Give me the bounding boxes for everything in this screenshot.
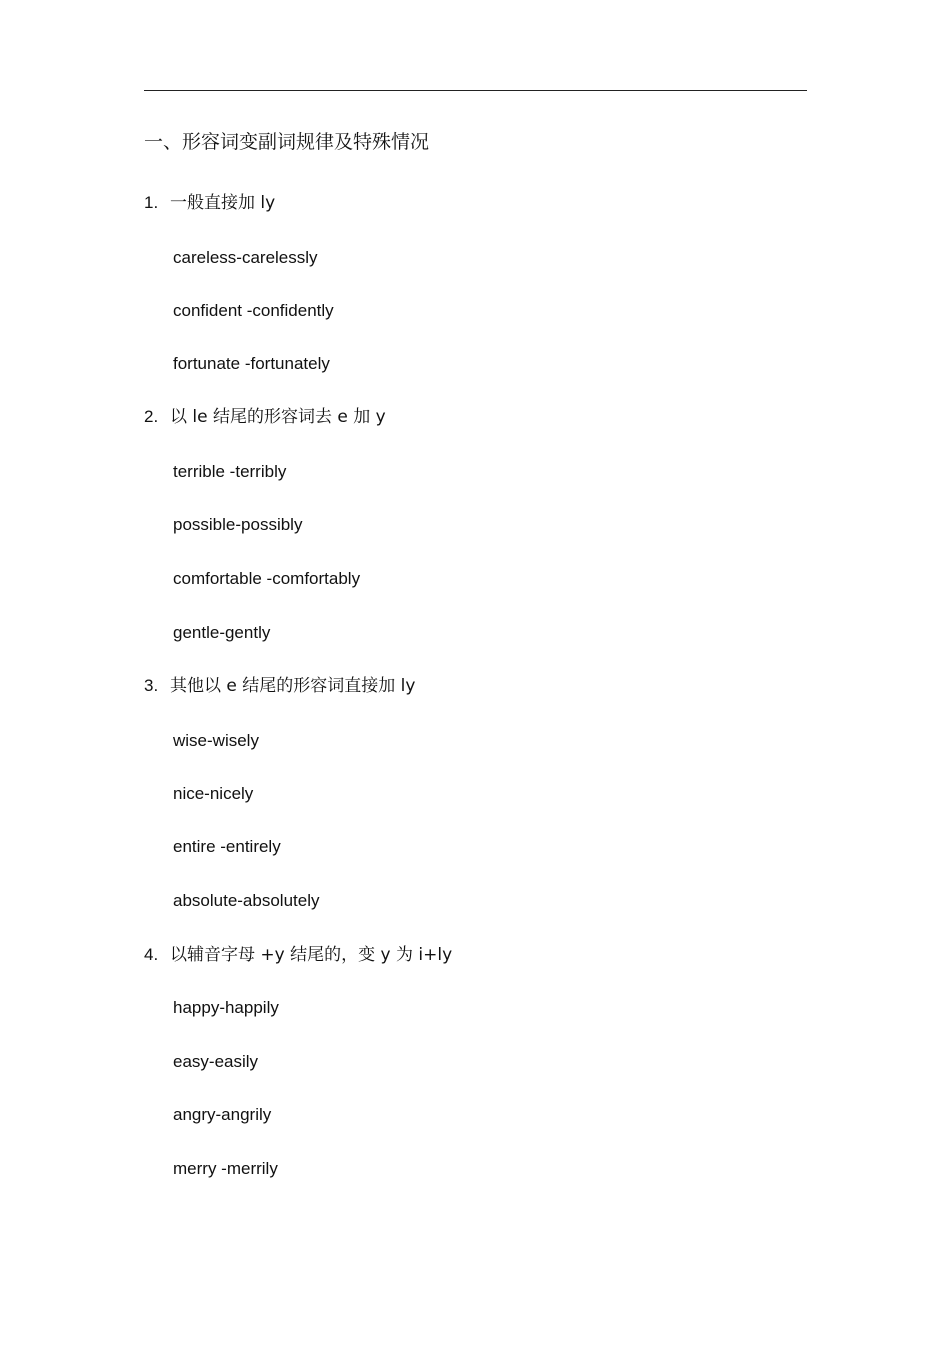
example-item: entire -entirely — [173, 837, 281, 856]
rule-text: 以 le 结尾的形容词去 e 加 y — [170, 407, 386, 427]
rule-heading-3 — [144, 674, 415, 698]
rule-text: 其他以 e 结尾的形容词直接加 ly — [170, 676, 416, 696]
rule-number: 2. — [144, 407, 159, 426]
rule-text: 一般直接加 ly — [170, 193, 276, 213]
rule-heading-1 — [144, 191, 275, 215]
rule-number: 4. — [144, 945, 159, 964]
example-item: happy-happily — [173, 998, 279, 1017]
example-item: nice-nicely — [173, 784, 254, 803]
example-item: confident -confidently — [173, 301, 334, 320]
example-item: gentle-gently — [173, 623, 271, 642]
rule-text: 以辅音字母 +y 结尾的，变 y 为 i+ly — [170, 945, 453, 965]
example-item: easy-easily — [173, 1052, 259, 1071]
example-item: possible-possibly — [173, 515, 303, 534]
top-horizontal-rule — [144, 90, 807, 91]
document-title: 一、形容词变副词规律及特殊情况 — [144, 131, 430, 153]
example-item: wise-wisely — [173, 731, 259, 750]
rule-heading-2 — [144, 405, 386, 429]
rule-heading-4 — [144, 943, 452, 967]
example-item: comfortable -comfortably — [173, 569, 361, 588]
example-item: careless-carelessly — [173, 248, 318, 267]
example-item: fortunate -fortunately — [173, 354, 330, 373]
example-item: terrible -terribly — [173, 462, 287, 481]
rule-number: 1. — [144, 193, 159, 212]
example-item: absolute-absolutely — [173, 891, 320, 910]
example-item: angry-angrily — [173, 1105, 272, 1124]
rule-number: 3. — [144, 676, 159, 695]
example-item: merry -merrily — [173, 1159, 278, 1178]
